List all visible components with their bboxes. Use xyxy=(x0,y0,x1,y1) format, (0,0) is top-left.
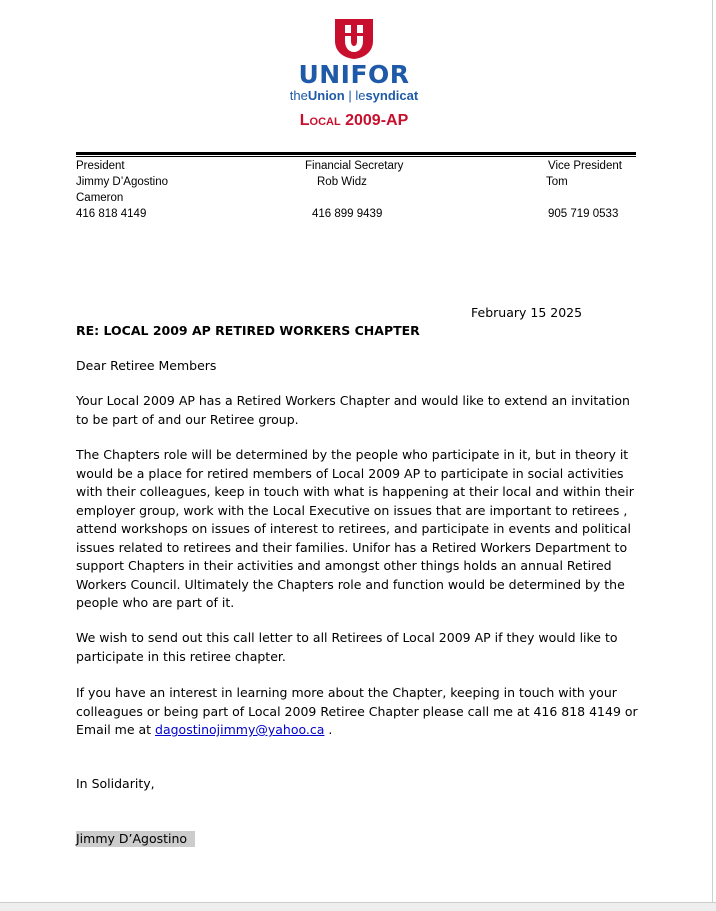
signature xyxy=(76,830,195,849)
signature-name: Jimmy D’Agostino xyxy=(76,831,195,847)
paragraph-4 xyxy=(76,684,646,740)
president-name-continued: Cameron xyxy=(76,192,124,204)
email-link[interactable]: dagostinojimmy@yahoo.ca xyxy=(155,722,325,737)
letter-salutation: Dear Retiree Members xyxy=(76,358,217,373)
paragraph-2: The Chapters role will be determined by the people who participate in it, but in theory it would be a place for retired members of Local 2009 AP to participate in social activities with their colleagues, keep in touch with what is happening at their local and within their employer group, work with the Local Executive on issues that are important to retirees , attend workshops on issues of interest to retirees, and participate in events and political issues related to retirees and their families. Unifor has a Retired Workers Department to support Chapters in their activities and amongst other things holds an annual Retired Workers Council. Ultimately the Chapters role and function would be determined by the people who are part of it. xyxy=(76,447,634,610)
vice-president-phone: 905 719 0533 xyxy=(548,208,619,220)
brand-wordmark: UNIFOR xyxy=(298,60,410,89)
vice-president-role: Vice President xyxy=(548,160,622,172)
paragraph-1: Your Local 2009 AP has a Retired Workers Chapter and would like to extend an invitation to be part of and our Retiree group. xyxy=(76,393,630,427)
financial-secretary-phone: 416 899 9439 xyxy=(312,208,383,220)
vice-president-name: Tom xyxy=(546,176,568,188)
paragraph-4-text: If you have an interest in learning more about the Chapter, keeping in touch with your colleagues or being part of Local 2009 Retiree Chapter please call me at 416 818 4149 or Email me at xyxy=(76,685,638,737)
tagline-separator: | xyxy=(348,88,352,103)
president-name: Jimmy D’Agostino xyxy=(76,176,169,188)
brand-tagline xyxy=(260,88,448,104)
paragraph-3: We wish to send out this call letter to all Retirees of Local 2009 AP if they would like to participate in this retiree chapter. xyxy=(76,630,618,664)
letter-subject: RE: LOCAL 2009 AP RETIRED WORKERS CHAPTER xyxy=(76,323,420,338)
tagline-the: the xyxy=(289,88,308,103)
letter-closing: In Solidarity, xyxy=(76,776,155,791)
tagline-syndicat: syndicat xyxy=(365,88,419,103)
unifor-shield-icon xyxy=(331,15,377,61)
header-rule-thick xyxy=(76,152,636,155)
local-title: Local 2009-AP xyxy=(299,112,409,129)
president-phone: 416 818 4149 xyxy=(76,208,147,220)
header-rule-thin xyxy=(76,156,636,157)
president-role: President xyxy=(76,160,125,172)
financial-secretary-name: Rob Widz xyxy=(317,176,367,188)
tagline-union: Union xyxy=(307,88,345,103)
financial-secretary-role: Financial Secretary xyxy=(305,160,404,172)
tagline-le: le xyxy=(355,88,366,103)
paragraph-4-end: . xyxy=(324,722,333,737)
letter-date: February 15 2025 xyxy=(471,305,583,320)
